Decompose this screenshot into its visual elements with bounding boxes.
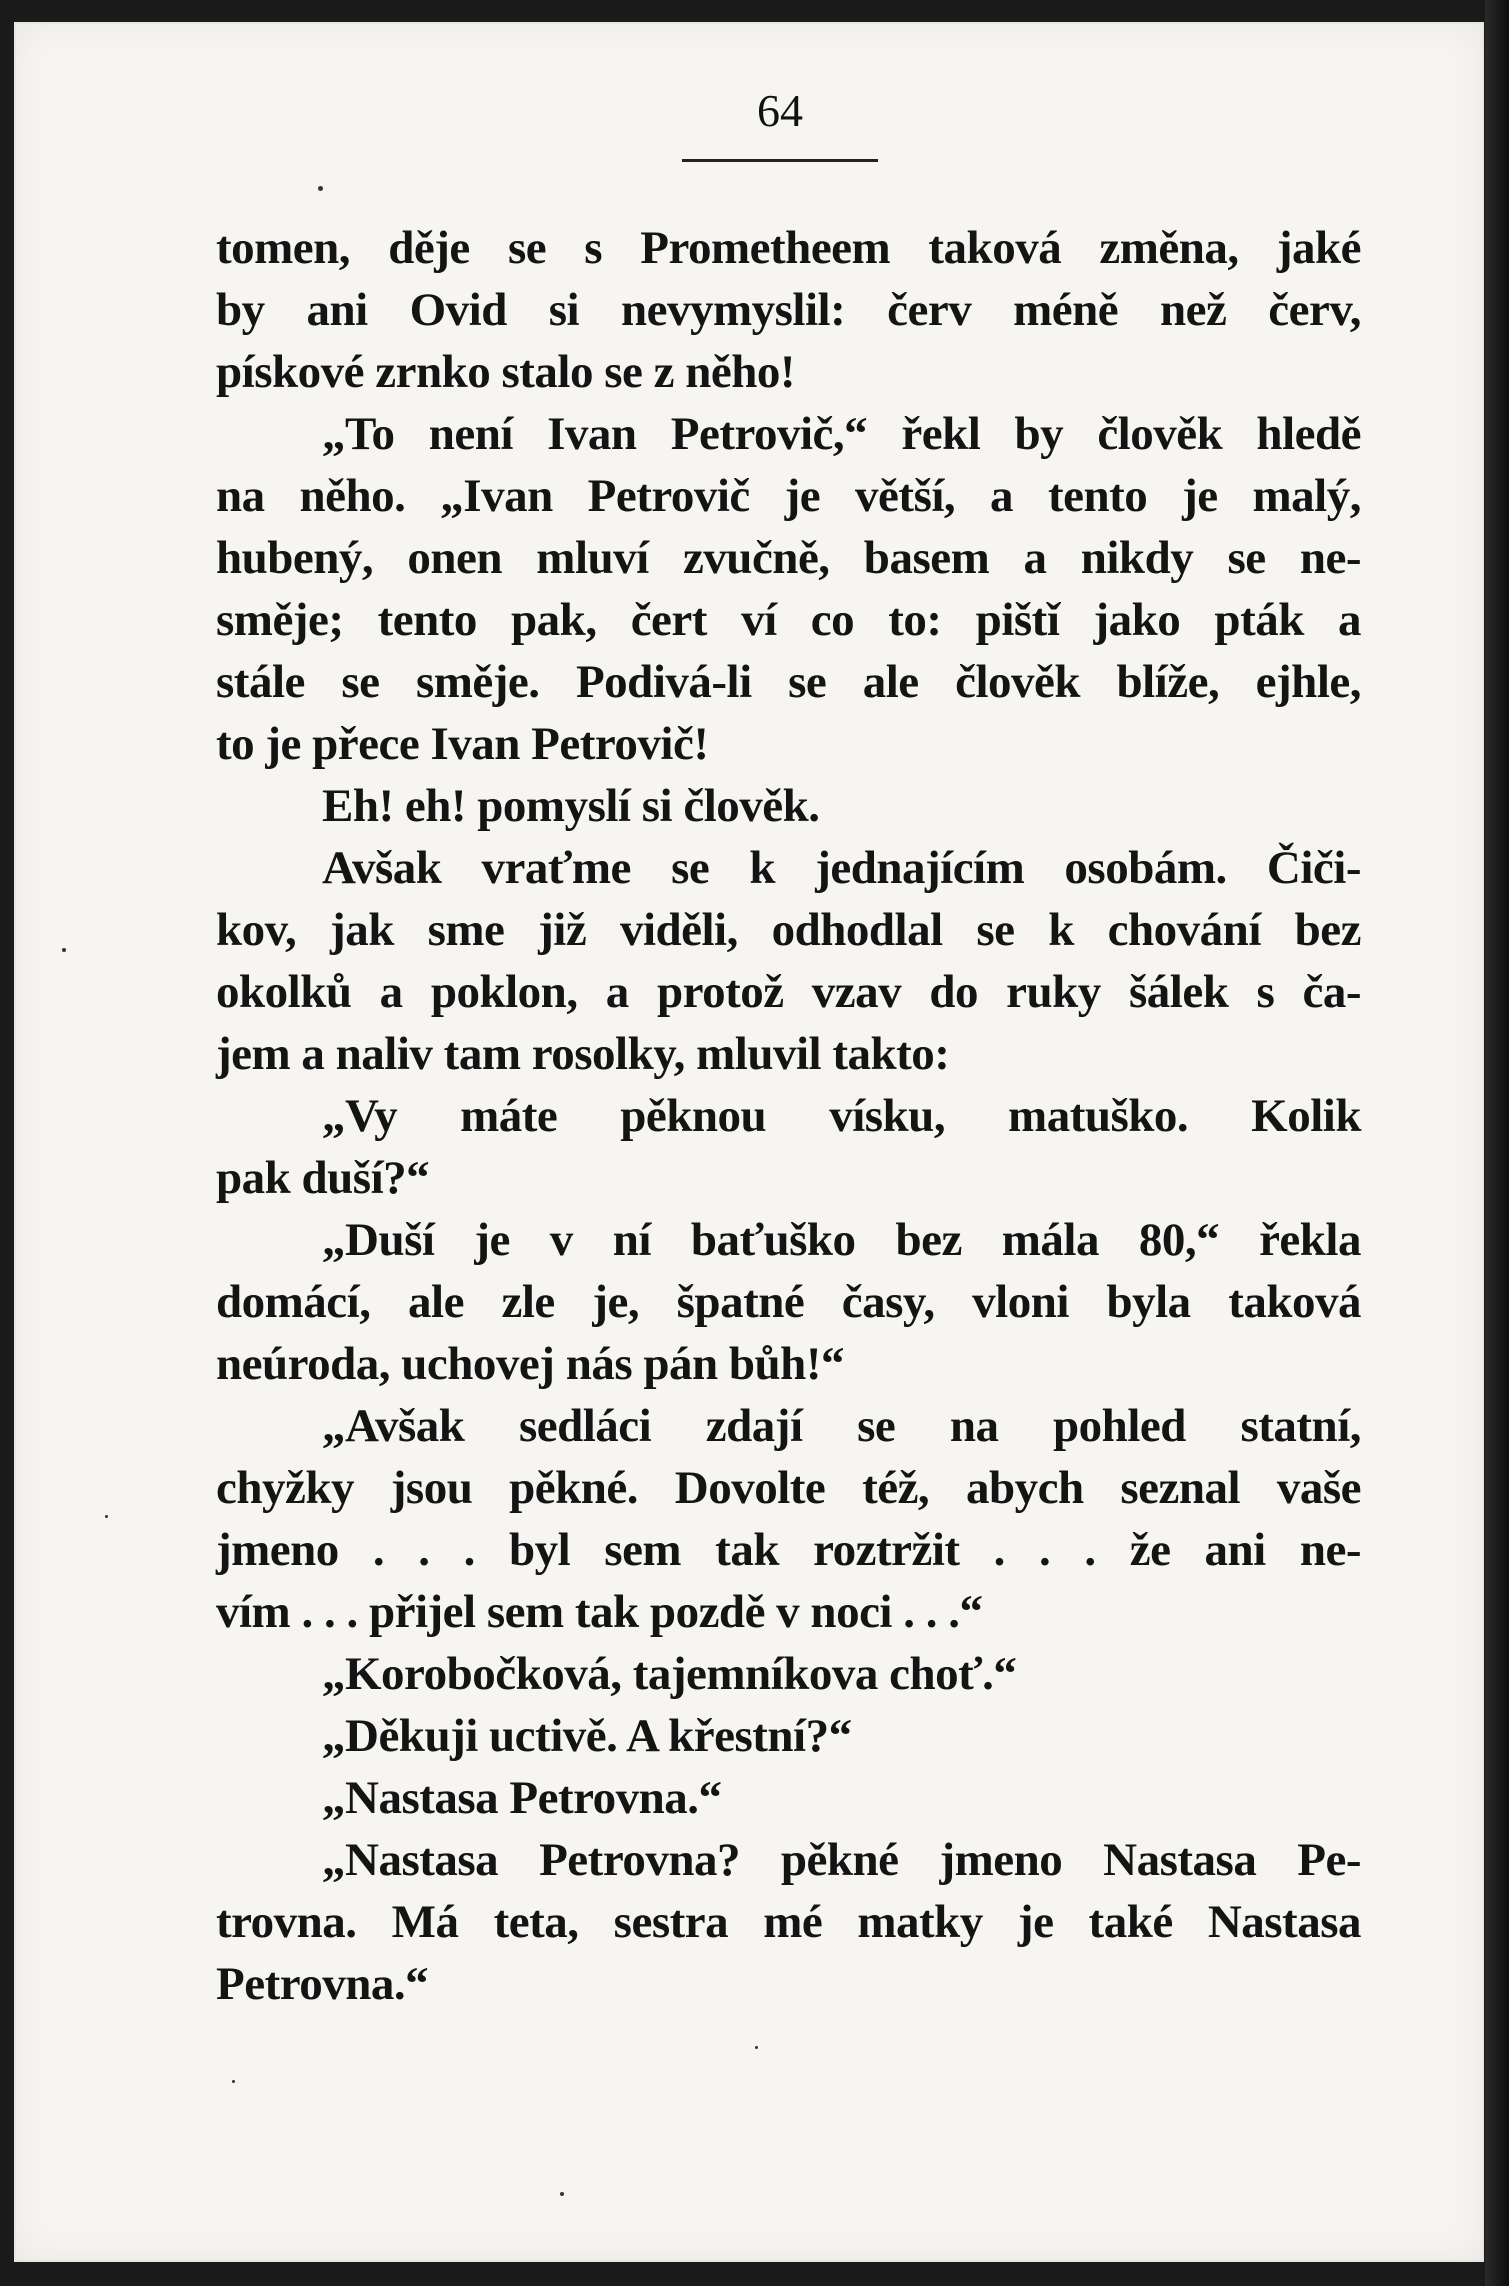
text-line: trovna. Má teta, sestra mé matky je také Nastasa	[216, 1896, 1361, 1948]
text-line: hubený, onen mluví zvučně, basem a nikdy se ne-	[216, 532, 1361, 584]
scan-speck	[232, 2080, 235, 2083]
text-line: „Avšak sedláci zdají se na pohled statní,	[322, 1400, 1361, 1452]
text-line: domácí, ale zle je, špatné časy, vloni byla taková	[216, 1276, 1361, 1328]
scan-speck	[318, 186, 323, 191]
scan-speck	[560, 2192, 564, 2196]
text-line: „Nastasa Petrovna.“	[322, 1772, 722, 1824]
text-line: jem a naliv tam rosolky, mluvil takto:	[216, 1028, 950, 1080]
page-number-rule	[682, 159, 878, 162]
text-line: „Děkuji uctivě. A křestní?“	[322, 1710, 852, 1762]
text-line: kov, jak sme již viděli, odhodlal se k chování bez	[216, 904, 1361, 956]
text-line: pískové zrnko stalo se z něho!	[216, 346, 796, 398]
scan-speck	[755, 2046, 758, 2049]
body-text	[216, 217, 1361, 2015]
scan-speck	[62, 948, 66, 952]
text-line: stále se směje. Podivá-li se ale člověk blíže, ejhle,	[216, 656, 1361, 708]
text-line: by ani Ovid si nevymyslil: červ méně než červ,	[216, 284, 1361, 336]
scan-speck	[105, 1515, 108, 1518]
text-line: Avšak vraťme se k jednajícím osobám. Čiči-	[322, 842, 1361, 894]
page-number: 64	[757, 85, 803, 136]
text-line: Petrovna.“	[216, 1958, 429, 2010]
text-line: „Duší je v ní baťuško bez mála 80,“ řekla	[322, 1214, 1361, 1266]
text-line: pak duší?“	[216, 1152, 430, 1204]
text-line: směje; tento pak, čert ví co to: pištǐ jako pták a	[216, 594, 1361, 646]
text-line: okolků a poklon, a protož vzav do ruky šálek s ča-	[216, 966, 1361, 1018]
text-line: chyžky jsou pěkné. Dovolte též, abych seznal vaše	[216, 1462, 1361, 1514]
text-line: „Nastasa Petrovna? pěkné jmeno Nastasa Pe-	[322, 1834, 1361, 1886]
text-line: tomen, děje se s Prometheem taková změna, jaké	[216, 222, 1361, 274]
text-line: neúroda, uchovej nás pán bůh!“	[216, 1338, 844, 1390]
text-line: vím . . . přijel sem tak pozdě v noci . . .“	[216, 1586, 983, 1638]
book-gutter-edge	[1485, 0, 1509, 2286]
text-line: na něho. „Ivan Petrovič je větší, a tento je malý,	[216, 470, 1361, 522]
text-line: Eh! eh! pomyslí si člověk.	[322, 780, 820, 832]
text-line: „Korobočková, tajemníkova choť.“	[322, 1648, 1017, 1700]
text-line: jmeno . . . byl sem tak roztržit . . . že ani ne-	[216, 1524, 1361, 1576]
text-line: „Vy máte pěknou vísku, matuško. Kolik	[322, 1090, 1361, 1142]
text-line: „To není Ivan Petrovič,“ řekl by člověk hledě	[322, 408, 1361, 460]
text-line: to je přece Ivan Petrovič!	[216, 718, 709, 770]
